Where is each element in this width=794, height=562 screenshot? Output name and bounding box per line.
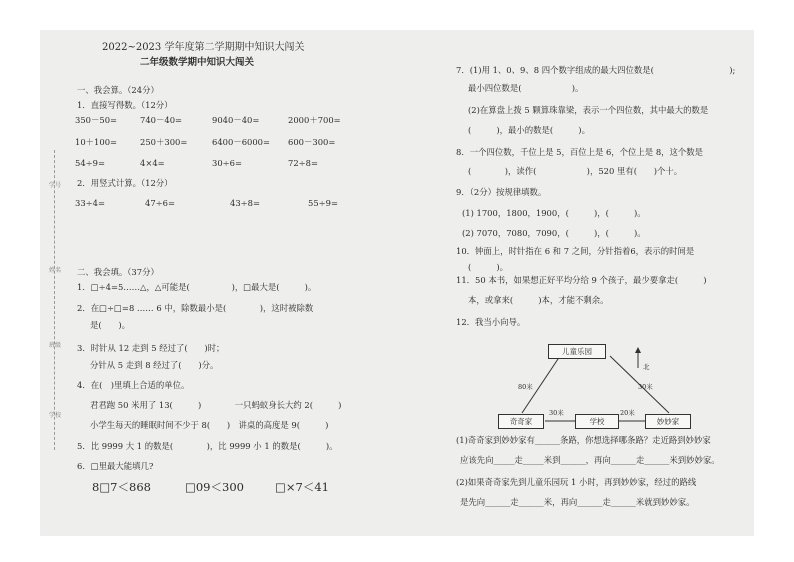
question-9-part-2: (2) 7070，7080，7090，( )，( )。 (462, 228, 646, 238)
margin-label-name: 姓名 (49, 267, 62, 274)
exam-subtitle: 二年级数学期中知识大闯关 (140, 57, 255, 68)
question-10: 10．钟面上，时针指在 6 和 7 之间，分针指着6，表示的时间是 (456, 246, 695, 256)
question-9: 9．（2分）按规律填数。 (456, 187, 547, 197)
calc-item: 30÷6= (212, 158, 243, 168)
question-6: 6．□里最大能填几? (77, 461, 154, 471)
distance-label: 30米 (638, 383, 653, 391)
calc-item: 33÷4= (75, 198, 106, 208)
question-12: 12．我当小向导。 (456, 317, 526, 327)
question-2-cont: 是( )。 (90, 320, 131, 330)
calc-item: 10＋100= (75, 137, 118, 147)
inequality-item: □×7＜41 (275, 480, 329, 494)
calc-item: 43÷8= (230, 198, 261, 208)
map-box-park: 儿童乐园 (548, 344, 606, 359)
distance-label: 20米 (620, 409, 635, 417)
calc-item: 740－40= (140, 115, 183, 125)
exam-title: 2022~2023 学年度第二学期期中知识大闯关 (102, 42, 305, 53)
question-1: 1．□÷4=5……△，△可能是( )，□最大是( )。 (77, 282, 317, 292)
map-box-qiqi-home: 奇奇家 (498, 414, 544, 429)
question-4: 4．在( )里填上合适的单位。 (77, 380, 190, 390)
margin-label-id: 学号 (49, 182, 62, 189)
inequality-item: 8□7＜868 (92, 480, 151, 494)
sub-1-heading: 1．直接写得数。（12分） (77, 100, 173, 110)
calc-item: 9040－40= (212, 115, 260, 125)
inequality-item: □09＜300 (185, 480, 244, 494)
question-9-part-1: (1) 1700，1800，1900，( )，( )。 (462, 208, 646, 218)
question-12-part-2-cont: 是先向______走______米，再向______走______米就到妙妙家。 (460, 497, 695, 507)
question-7-part-2-cont: ( )，最小的数是( )。 (468, 125, 590, 135)
binding-line (54, 150, 55, 450)
question-3: 3．时针从 12 走到 5 经过了( )时； (77, 343, 225, 353)
distance-label: 80米 (518, 383, 533, 391)
calc-item: 250＋300= (140, 137, 188, 147)
calc-item: 72÷8= (288, 158, 319, 168)
question-3-cont: 分针从 5 走到 8 经过了( )分。 (90, 360, 219, 370)
question-8-cont: ( )，读作( )，520 里有( )个十。 (468, 166, 683, 176)
calc-item: 47÷6= (145, 198, 176, 208)
calc-item: 55÷9= (308, 198, 339, 208)
question-7-cont: 最小四位数是( )。 (468, 83, 584, 93)
question-10-cont: ( )。 (468, 262, 509, 272)
sub-2-heading: 2．用竖式计算。（12分） (77, 178, 173, 188)
exam-paper (40, 30, 754, 536)
calc-item: 2000＋700= (288, 115, 341, 125)
section-1-heading: 一、我会算。（24分） (77, 85, 159, 95)
calc-item: 4×4= (140, 158, 165, 168)
question-7: 7．(1)用 1、0、9、8 四个数字组成的最大四位数是( ); (456, 65, 736, 75)
margin-label-school: 学校 (49, 412, 62, 419)
question-2: 2．在□÷□=8 …… 6 中，除数最小是( )，这时被除数 (77, 303, 314, 313)
question-12-part-2: (2)如果奇奇家先到儿童乐园玩 1 小时，再到妙妙家，经过的路线 (456, 477, 697, 487)
north-label: 北 (643, 363, 650, 371)
question-5: 5．比 9999 大 1 的数是( )，比 9999 小 1 的数是( )。 (77, 441, 338, 451)
question-8: 8．一个四位数，千位上是 5，百位上是 6，个位上是 8，这个数是 (456, 147, 704, 157)
question-11: 11．50 本书，如果想正好平均分给 9 个孩子，最少要拿走( ) (456, 275, 707, 285)
margin-label-class: 班级 (49, 342, 62, 349)
map-box-school: 学校 (575, 414, 619, 429)
distance-label: 30米 (549, 409, 564, 417)
section-2-heading: 二、我会填。（37分） (77, 267, 159, 277)
calc-item: 54÷9= (75, 158, 106, 168)
calc-item: 350－50= (75, 115, 118, 125)
calc-item: 600－300= (288, 137, 336, 147)
question-4-line-1: 君君跑 50 米用了 13( ) 一只蚂蚁身长大约 2( ) (90, 400, 342, 410)
question-12-part-1: (1)奇奇家到妙妙家有______条路，你想选择哪条路？走近路到妙妙家 (456, 435, 711, 445)
question-12-part-1-cont: 应该先向_____走_____米到______，再向______走______米到妙妙家。 (460, 455, 720, 465)
north-arrow-icon (633, 347, 643, 369)
question-7-part-2: (2)在算盘上拨 5 颗算珠靠梁，表示一个四位数，其中最大的数是 (468, 105, 709, 115)
question-4-line-2: 小学生每天的睡眠时间不少于 8( ) 讲桌的高度是 9( ) (90, 420, 329, 430)
map-box-miaomiao-home: 妙妙家 (645, 414, 691, 429)
question-11-cont: 本，或拿来( )本，才能不剩余。 (468, 295, 609, 305)
calc-item: 6400－6000= (212, 137, 271, 147)
